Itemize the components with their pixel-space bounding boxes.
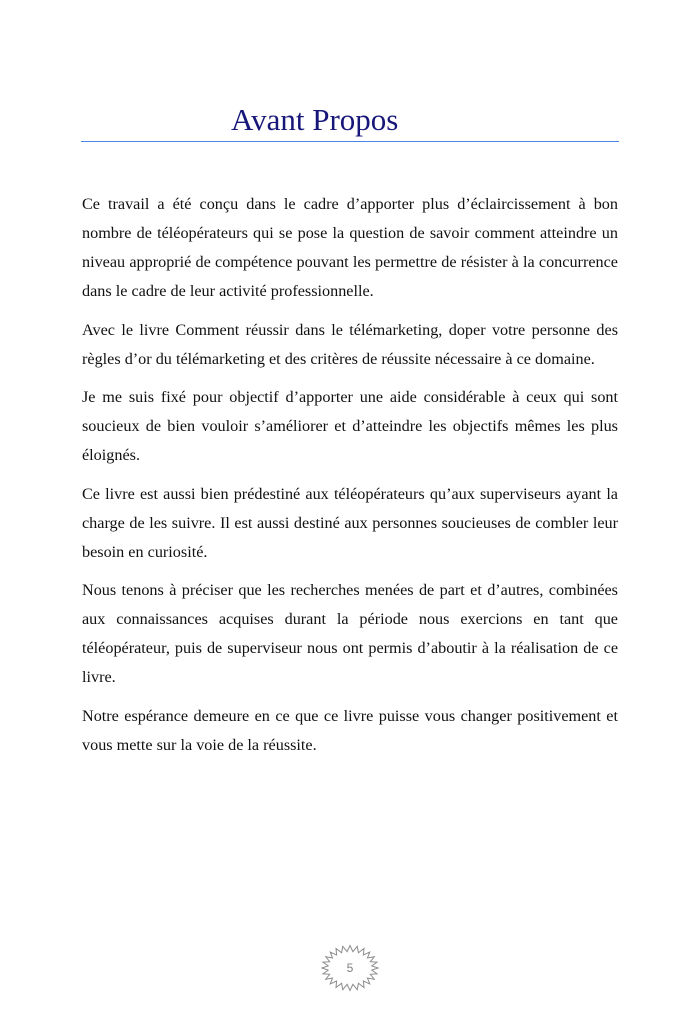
paragraph-3: Je me suis fixé pour objectif d’apporter une aide considérable à ceux qui sont soucieux de bien vouloir s’améliorer et d’atteindre les objectifs mêmes les plus éloignés. <box>82 388 618 464</box>
title-underline-divider <box>81 141 619 142</box>
paragraph-1: Ce travail a été conçu dans le cadre d’apporter plus d’éclaircissement à bon nombre de téléopérateurs qui se pose la question de savoir comment atteindre un niveau approprié de compétence pouvant les permettre de résister à la concurrence dans le cadre de leur activité professionnelle. <box>82 195 618 300</box>
page-number: 5 <box>346 961 354 975</box>
page-title: Avant Propos <box>231 102 399 137</box>
body-text <box>82 190 618 769</box>
paragraph-2: Avec le livre Comment réussir dans le télémarketing, doper votre personne des règles d’or du télémarketing et des critères de réussite nécessaire à ce domaine. <box>82 320 618 368</box>
paragraph-5: Nous tenons à préciser que les recherches menées de part et d’autres, combinées aux connaissances acquises durant la période nous exercions en tant que téléopérateur, puis de superviseur nous ont permis d’aboutir à la réalisation de ce livre. <box>82 581 618 686</box>
paragraph-4: Ce livre est aussi bien prédestiné aux téléopérateurs qu’aux superviseurs ayant la charge de les suivre. Il est aussi destiné aux personnes soucieuses de combler leur besoin en curiosité. <box>82 484 618 561</box>
page-number-badge <box>320 943 380 993</box>
paragraph-6: Notre espérance demeure en ce que ce livre puisse vous changer positivement et vous mette sur la voie de la réussite. <box>82 706 618 754</box>
